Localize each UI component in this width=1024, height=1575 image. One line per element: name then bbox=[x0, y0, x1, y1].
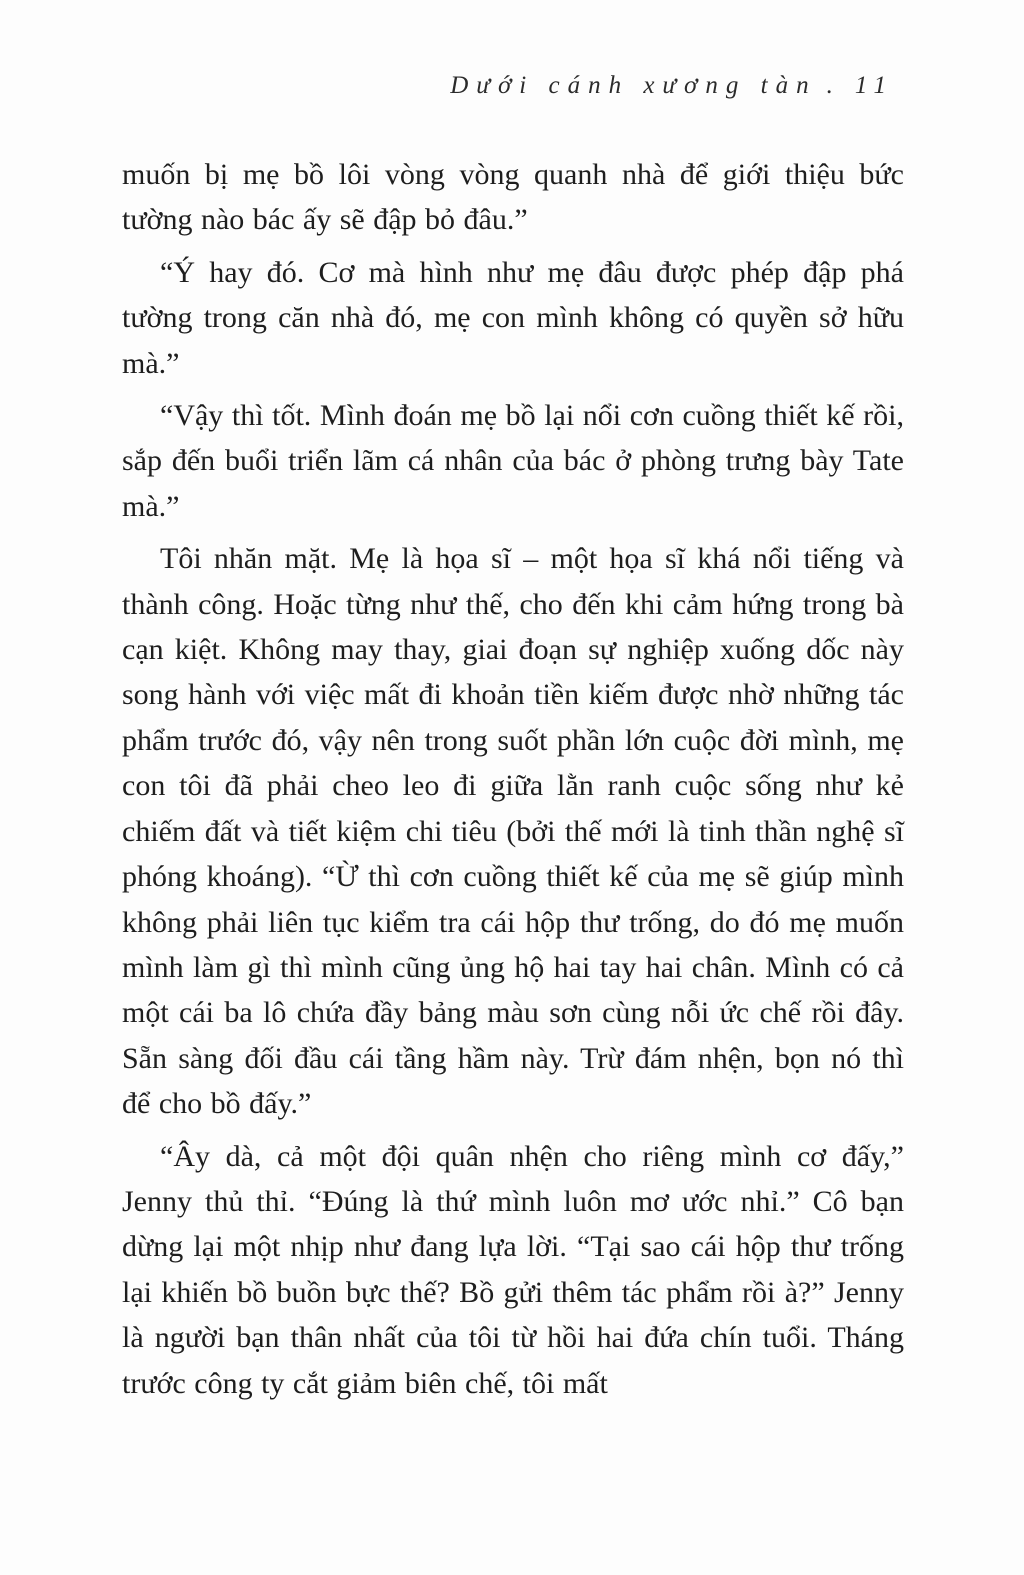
running-header bbox=[122, 72, 904, 100]
body-text bbox=[122, 152, 904, 1406]
paragraph: Tôi nhăn mặt. Mẹ là họa sĩ – một họa sĩ khá nổi tiếng và thành công. Hoặc từng như thế, cho đến khi cảm hứng trong bà cạn kiệt. Không may thay, giai đoạn sự nghiệp xuống dốc này song hành với việc mất đi khoản tiền kiếm được nhờ những tác phẩm trước đó, vậy nên trong suốt phần lớn cuộc đời mình, mẹ con tôi đã phải cheo leo đi giữa lằn ranh cuộc sống như kẻ chiếm đất và tiết kiệm chi tiêu (bởi thế mới là tinh thần nghệ sĩ phóng khoáng). “Ừ thì cơn cuồng thiết kế của mẹ sẽ giúp mình không phải liên tục kiểm tra cái hộp thư trống, do đó mẹ muốn mình làm gì thì mình cũng ủng hộ hai tay hai chân. Mình có cả một cái ba lô chứa đầy bảng màu sơn cùng nỗi ức chế rồi đây. Sẵn sàng đối đầu cái tầng hầm này. Trừ đám nhện, bọn nó thì để cho bồ đấy.” bbox=[122, 542, 904, 1121]
header-separator: . bbox=[826, 72, 841, 99]
paragraph-continuation: muốn bị mẹ bồ lôi vòng vòng quanh nhà để giới thiệu bức tường nào bác ấy sẽ đập bỏ đâu.” bbox=[122, 158, 904, 237]
text-block bbox=[122, 72, 904, 1413]
page-number: 11 bbox=[854, 72, 894, 99]
book-title: Dưới cánh xương tàn bbox=[450, 72, 817, 99]
paragraph: “Ý hay đó. Cơ mà hình như mẹ đâu được phép đập phá tường trong căn nhà đó, mẹ con mình không có quyền sở hữu mà.” bbox=[122, 255, 904, 380]
paragraph: “Ây dà, cả một đội quân nhện cho riêng mình cơ đấy,” Jenny thủ thỉ. “Đúng là thứ mình luôn mơ ước nhỉ.” Cô bạn dừng lại một nhịp như đang lựa lời. “Tại sao cái hộp thư trống lại khiến bồ buồn bực thế? Bồ gửi thêm tác phẩm rồi à?” Jenny là người bạn thân nhất của tôi từ hồi hai đứa chín tuổi. Tháng trước công ty cắt giảm biên chế, tôi mất bbox=[122, 1139, 904, 1400]
paragraph: “Vậy thì tốt. Mình đoán mẹ bồ lại nổi cơn cuồng thiết kế rồi, sắp đến buổi triển lãm cá nhân của bác ở phòng trưng bày Tate mà.” bbox=[122, 399, 904, 523]
